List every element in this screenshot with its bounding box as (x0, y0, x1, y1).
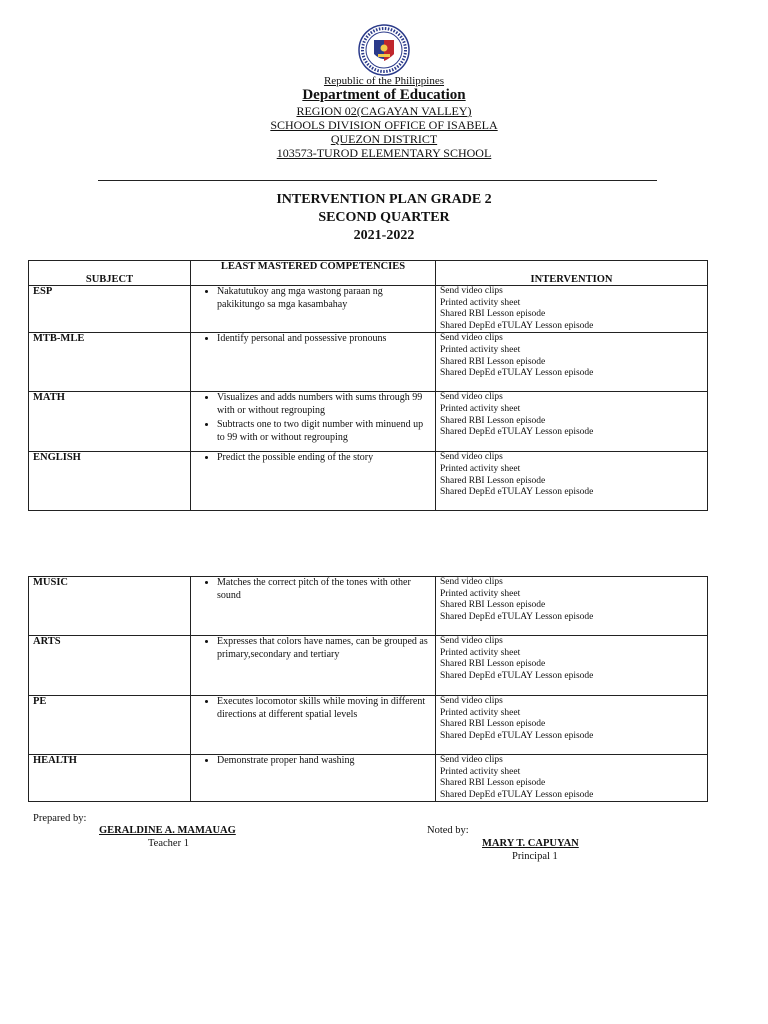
intervention-table-2 (28, 576, 708, 802)
plan-title: INTERVENTION PLAN GRADE 2 (276, 192, 492, 207)
plan-quarter: SECOND QUARTER (318, 210, 450, 225)
intervention-item: Shared RBI Lesson episode (440, 356, 546, 367)
competency-list (195, 755, 431, 768)
table-row (29, 452, 708, 511)
competency-item: • Expresses that colors have names, can be grouped as primary,secondary and tertiary (217, 636, 431, 661)
competency-item: • Predict the possible ending of the story (217, 452, 431, 465)
table-row (29, 696, 708, 755)
subject-cell: ENGLISH (29, 452, 191, 511)
competencies-cell (191, 696, 436, 755)
intervention-item: Send video clips (440, 577, 503, 587)
intervention-item: Shared DepEd eTULAY Lesson episode (440, 730, 594, 741)
subject-cell: MUSIC (29, 577, 191, 636)
table-row (29, 636, 708, 696)
noted-by-title: Principal 1 (512, 851, 558, 862)
intervention-cell (436, 392, 708, 452)
header-competencies: LEAST MASTERED COMPETENCIES (191, 261, 436, 286)
subject-cell: MTB-MLE (29, 333, 191, 392)
noted-by-label: Noted by: (427, 825, 469, 836)
table-row (29, 286, 708, 333)
intervention-item: Send video clips (440, 636, 503, 646)
table-row (29, 755, 708, 802)
subject-cell: ESP (29, 286, 191, 333)
header-intervention: INTERVENTION (436, 261, 708, 286)
intervention-item: Shared DepEd eTULAY Lesson episode (440, 789, 594, 800)
district-line: QUEZON DISTRICT (330, 132, 438, 146)
intervention-item: Send video clips (440, 392, 503, 403)
intervention-table-1 (28, 260, 708, 511)
prepared-by-name: GERALDINE A. MAMAUAG (99, 825, 236, 836)
intervention-item: Printed activity sheet (440, 707, 521, 718)
intervention-cell (436, 452, 708, 511)
intervention-item: Send video clips (440, 755, 503, 765)
competencies-cell (191, 286, 436, 333)
competency-item: • Subtracts one to two digit number with minuend up to 99 with or without regrouping (217, 419, 431, 444)
competency-list (195, 636, 431, 661)
competency-list (195, 392, 431, 444)
competencies-cell (191, 392, 436, 452)
school-line: 103573-TUROD ELEMENTARY SCHOOL (276, 146, 492, 160)
prepared-by-title: Teacher 1 (148, 838, 189, 849)
competency-list (195, 452, 431, 465)
intervention-cell (436, 696, 708, 755)
intervention-item: Shared DepEd eTULAY Lesson episode (440, 427, 594, 438)
region-line: REGION 02(CAGAYAN VALLEY) (296, 104, 472, 118)
intervention-item: Shared DepEd eTULAY Lesson episode (440, 487, 594, 498)
noted-by-name: MARY T. CAPUYAN (482, 838, 579, 849)
intervention-item: Send video clips (440, 286, 503, 296)
competency-list (195, 577, 431, 602)
competency-list (195, 333, 431, 346)
table-row (29, 392, 708, 452)
competency-item: • Demonstrate proper hand washing (217, 755, 431, 768)
intervention-item: Printed activity sheet (440, 463, 521, 474)
table-row (29, 577, 708, 636)
competencies-cell (191, 452, 436, 511)
intervention-item: Shared DepEd eTULAY Lesson episode (440, 368, 594, 379)
plan-school-year: 2021-2022 (353, 228, 415, 243)
intervention-item: Shared RBI Lesson episode (440, 415, 546, 426)
competencies-cell (191, 577, 436, 636)
competency-item: • Visualizes and adds numbers with sums through 99 with or without regrouping (217, 392, 431, 417)
header-divider (98, 180, 657, 181)
intervention-item: Shared RBI Lesson episode (440, 659, 546, 670)
table-row (29, 333, 708, 392)
subject-cell: ARTS (29, 636, 191, 696)
intervention-item: Shared DepEd eTULAY Lesson episode (440, 320, 594, 331)
intervention-item: Shared DepEd eTULAY Lesson episode (440, 670, 594, 681)
republic-line: Republic of the Philippines (323, 75, 445, 87)
competency-item: • Nakatutukoy ang mga wastong paraan ng pakikitungo sa mga kasambahay (217, 286, 431, 311)
subject-cell: HEALTH (29, 755, 191, 802)
intervention-item: Printed activity sheet (440, 297, 521, 308)
competency-item: • Matches the correct pitch of the tones with other sound (217, 577, 431, 602)
competency-list (195, 696, 431, 721)
competency-item: • Executes locomotor skills while moving in different directions at different spatial levels (217, 696, 431, 721)
prepared-by-label: Prepared by: (33, 813, 87, 824)
competencies-cell (191, 333, 436, 392)
intervention-item: Shared RBI Lesson episode (440, 600, 546, 611)
competencies-cell (191, 755, 436, 802)
intervention-item: Shared RBI Lesson episode (440, 309, 546, 320)
intervention-cell (436, 333, 708, 392)
competency-item: • Identify personal and possessive pronouns (217, 333, 431, 346)
intervention-item: Send video clips (440, 696, 503, 706)
intervention-item: Send video clips (440, 333, 503, 344)
header-subject: SUBJECT (29, 261, 191, 286)
intervention-cell (436, 755, 708, 802)
intervention-item: Shared RBI Lesson episode (440, 719, 546, 730)
intervention-item: Shared RBI Lesson episode (440, 475, 546, 486)
intervention-cell (436, 286, 708, 333)
subject-cell: PE (29, 696, 191, 755)
intervention-item: Printed activity sheet (440, 403, 521, 414)
intervention-item: Send video clips (440, 452, 503, 463)
intervention-cell (436, 636, 708, 696)
intervention-item: Printed activity sheet (440, 766, 521, 777)
department-name: Department of Education (302, 87, 466, 103)
intervention-item: Shared DepEd eTULAY Lesson episode (440, 611, 594, 622)
competency-list (195, 286, 431, 311)
intervention-item: Shared RBI Lesson episode (440, 778, 546, 789)
deped-seal-logo (358, 24, 410, 76)
division-line: SCHOOLS DIVISION OFFICE OF ISABELA (270, 118, 498, 132)
intervention-cell (436, 577, 708, 636)
intervention-item: Printed activity sheet (440, 647, 521, 658)
subject-cell: MATH (29, 392, 191, 452)
competencies-cell (191, 636, 436, 696)
intervention-item: Printed activity sheet (440, 344, 521, 355)
intervention-item: Printed activity sheet (440, 588, 521, 599)
